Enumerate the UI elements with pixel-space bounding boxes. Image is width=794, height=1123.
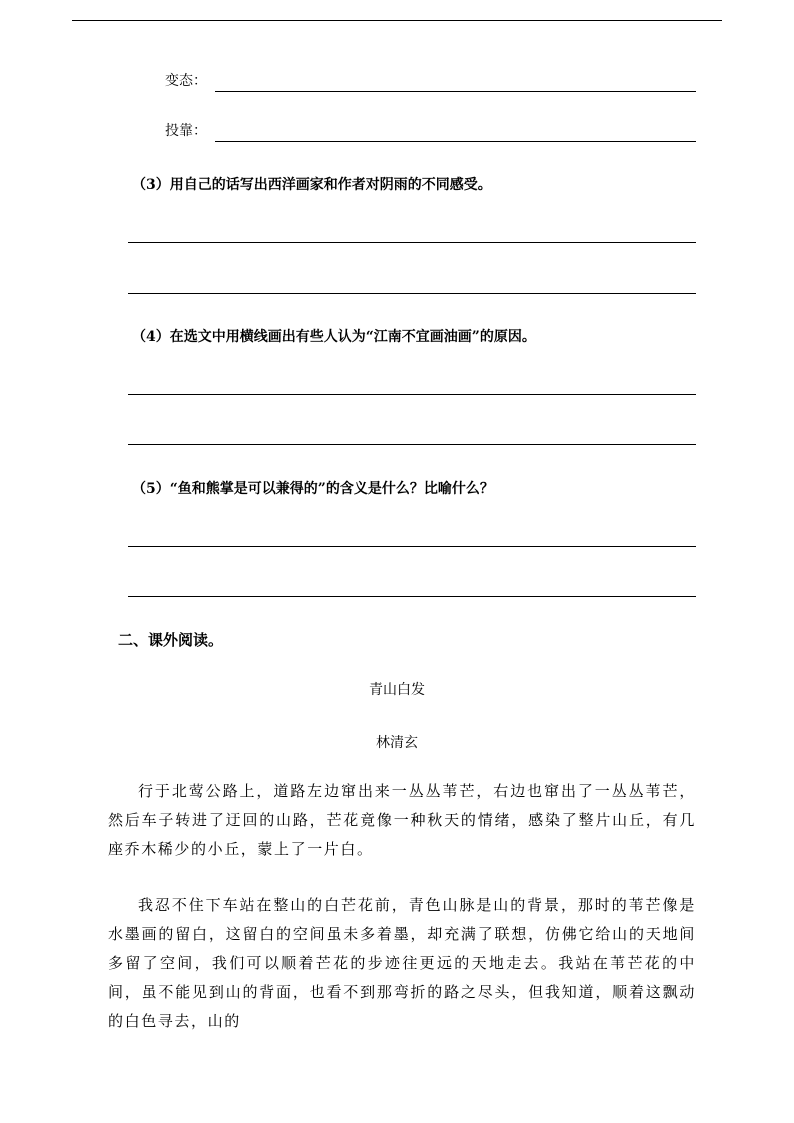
answer-line[interactable] bbox=[128, 293, 696, 294]
answer-line[interactable] bbox=[128, 596, 696, 597]
article-author: 林清玄 bbox=[376, 735, 418, 751]
field-label: 变态： bbox=[165, 73, 207, 89]
answer-line[interactable] bbox=[215, 91, 696, 92]
header-rule bbox=[72, 20, 722, 21]
answer-line[interactable] bbox=[128, 242, 696, 243]
answer-line[interactable] bbox=[128, 546, 696, 547]
article-title: 青山白发 bbox=[369, 682, 425, 698]
field-label: 投靠： bbox=[165, 123, 207, 139]
question-5: （5）“鱼和熊掌是可以兼得的”的含义是什么？比喻什么？ bbox=[132, 481, 494, 497]
section-title: 二、课外阅读。 bbox=[118, 631, 224, 649]
answer-line[interactable] bbox=[128, 394, 696, 395]
article-paragraph: 我忍不住下车站在整山的白芒花前，青色山脉是山的背景，那时的苇芒像是水墨画的留白，这留白的空间虽未多着墨，却充满了联想，仿佛它给山的天地间多留了空间，我们可以顺着芒花的步迹往更远的天地走去。我站在苇芒花的中间，虽不能见到山的背面，也看不到那弯折的路之尽头，但我知道，顺着这飘动的白色寻去，山的 bbox=[108, 896, 696, 1030]
article-paragraph: 行于北莺公路上，道路左边窜出来一丛丛苇芒，右边也窜出了一丛丛苇芒，然后车子转进了迂回的山路，芒花竟像一种秋天的情绪，感染了整片山丘，有几座乔木稀少的小丘，蒙上了一片白。 bbox=[108, 782, 696, 858]
vocab-field-biantai bbox=[165, 72, 696, 92]
question-3: （3）用自己的话写出西洋画家和作者对阴雨的不同感受。 bbox=[132, 177, 492, 193]
question-4: （4）在选文中用横线画出有些人认为“江南不宜画油画”的原因。 bbox=[132, 329, 536, 345]
answer-line[interactable] bbox=[128, 444, 696, 445]
vocab-field-toukao bbox=[165, 122, 696, 142]
answer-line[interactable] bbox=[215, 141, 696, 142]
